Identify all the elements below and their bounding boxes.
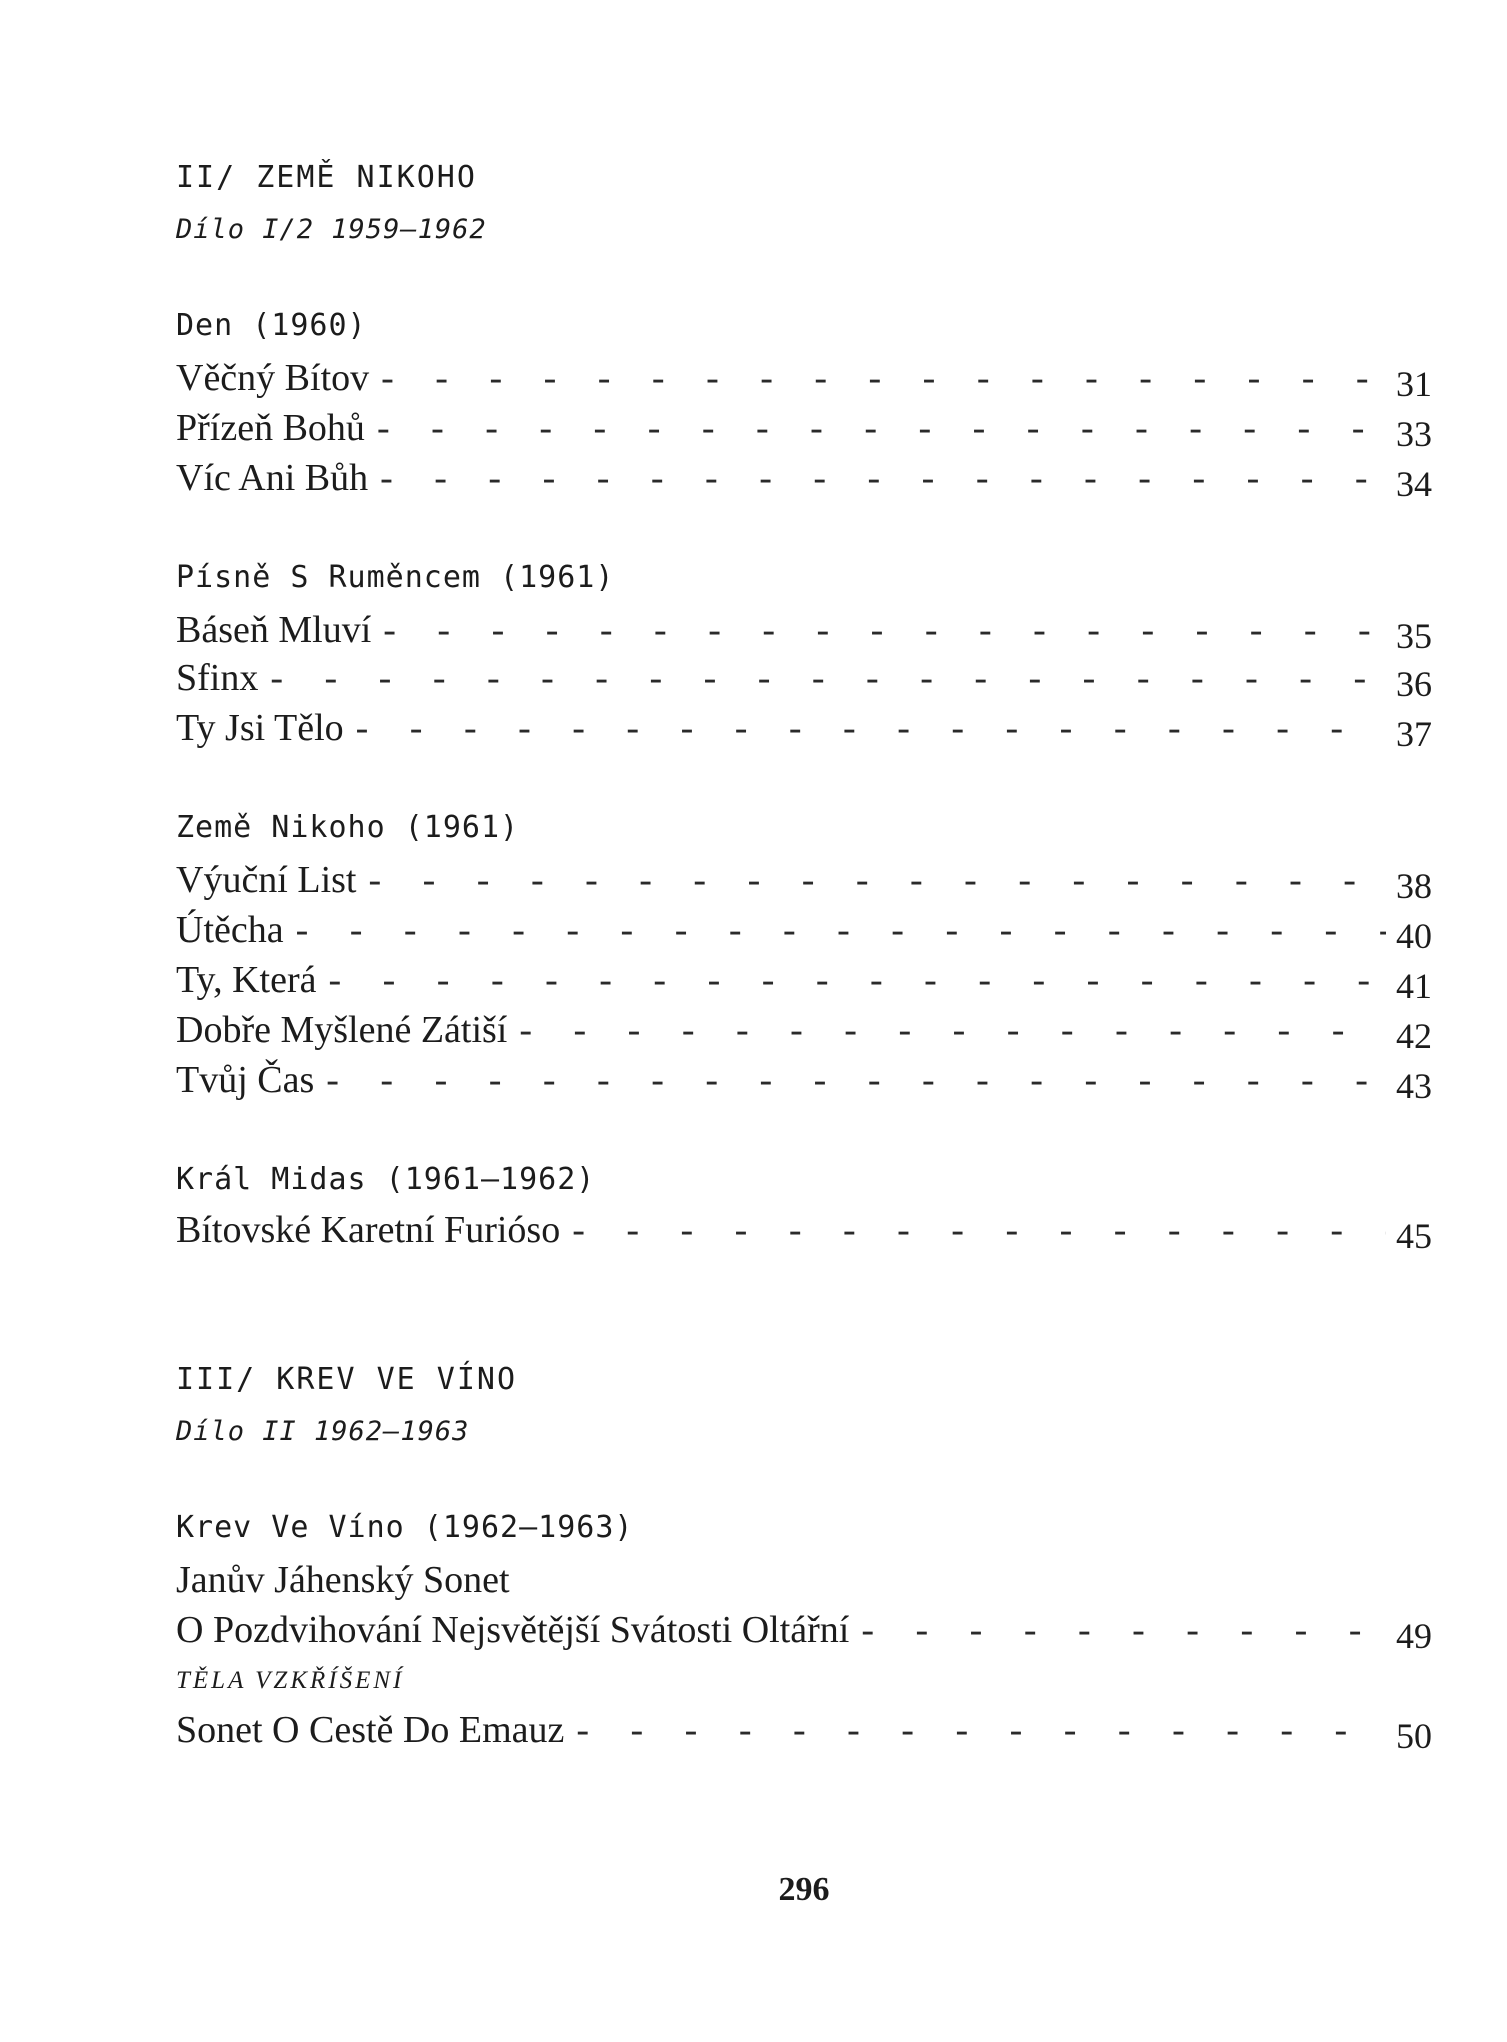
toc-entry[interactable]: [176, 1206, 1432, 1254]
toc-entry[interactable]: [176, 1706, 1432, 1754]
entry-title: Tvůj Čas: [176, 1059, 315, 1101]
toc-entry[interactable]: [176, 1006, 1432, 1054]
entry-page-number: 41: [1396, 966, 1432, 1006]
toc-entry[interactable]: [176, 856, 1432, 904]
section-heading: Den (1960): [176, 308, 367, 343]
entry-title: O Pozdvihování Nejsvětější Svátosti Oltářní: [176, 1609, 850, 1651]
dot-leader: [326, 1056, 1386, 1104]
entry-title: Sonet O Cestě Do Emauz: [176, 1709, 565, 1751]
toc-entry[interactable]: [176, 404, 1432, 452]
entry-title: Bítovské Karetní Furióso: [176, 1209, 561, 1251]
entry-title: Ty, Která: [176, 959, 317, 1001]
entry-page-number: 37: [1396, 714, 1432, 754]
toc-entry[interactable]: [176, 956, 1432, 1004]
section-heading: Krev Ve Víno (1962–1963): [176, 1510, 634, 1545]
entry-title: Přízeň Bohů: [176, 407, 365, 449]
part-title: II/ ZEMĚ NIKOHO: [176, 160, 477, 195]
part-subtitle: Dílo II 1962–1963: [176, 1416, 470, 1447]
subsection-label: TĚLA VZKŘÍŠENÍ: [176, 1667, 405, 1694]
dot-leader: [356, 704, 1386, 752]
toc-entry[interactable]: [176, 606, 1432, 654]
toc-entry[interactable]: [176, 704, 1432, 752]
section-heading: Písně S Ruměncem (1961): [176, 560, 615, 595]
entry-title: Ty Jsi Tělo: [176, 707, 344, 749]
entry-title: Výuční List: [176, 859, 357, 901]
entry-title: Janův Jáhenský Sonet: [176, 1559, 510, 1601]
toc-entry[interactable]: [176, 354, 1432, 402]
entry-page-number: 50: [1396, 1716, 1432, 1756]
dot-leader: [519, 1006, 1386, 1054]
dot-leader: [296, 906, 1386, 954]
toc-entry[interactable]: [176, 654, 1432, 702]
dot-leader: [328, 956, 1386, 1004]
entry-page-number: 42: [1396, 1016, 1432, 1056]
dot-leader: [861, 1606, 1386, 1654]
entry-title: Věčný Bítov: [176, 357, 370, 399]
section-heading: Země Nikoho (1961): [176, 810, 520, 845]
toc-page: [176, 0, 1432, 2042]
dot-leader: [383, 606, 1386, 654]
toc-entry[interactable]: [176, 454, 1432, 502]
dot-leader: [270, 654, 1386, 702]
toc-entry[interactable]: [176, 1056, 1432, 1104]
entry-title: Sfinx: [176, 657, 259, 699]
dot-leader: [381, 354, 1386, 402]
dot-leader: [377, 404, 1386, 452]
entry-page-number: 33: [1396, 414, 1432, 454]
toc-entry[interactable]: [176, 906, 1432, 954]
dot-leader: [576, 1706, 1386, 1754]
entry-title: Víc Ani Bůh: [176, 457, 369, 499]
part-subtitle: Dílo I/2 1959–1962: [176, 214, 487, 245]
toc-entry[interactable]: [176, 1606, 1432, 1654]
entry-title: Dobře Myšlené Zátiší: [176, 1009, 508, 1051]
dot-leader: [380, 454, 1386, 502]
entry-page-number: 49: [1396, 1616, 1432, 1656]
page-number-folio: 296: [778, 1871, 830, 1908]
part-title: III/ KREV VE VÍNO: [176, 1362, 518, 1397]
toc-entry[interactable]: [176, 1556, 1432, 1604]
entry-page-number: 43: [1396, 1066, 1432, 1106]
entry-page-number: 34: [1396, 464, 1432, 504]
entry-page-number: 45: [1396, 1216, 1432, 1256]
entry-page-number: 35: [1396, 616, 1432, 656]
section-heading: Král Midas (1961–1962): [176, 1162, 596, 1197]
dot-leader: [368, 856, 1386, 904]
entry-page-number: 31: [1396, 364, 1432, 404]
dot-leader: [572, 1206, 1386, 1254]
entry-page-number: 36: [1396, 664, 1432, 704]
entry-title: Útěcha: [176, 909, 284, 951]
entry-title: Báseň Mluví: [176, 609, 372, 651]
entry-page-number: 40: [1396, 916, 1432, 956]
entry-page-number: 38: [1396, 866, 1432, 906]
